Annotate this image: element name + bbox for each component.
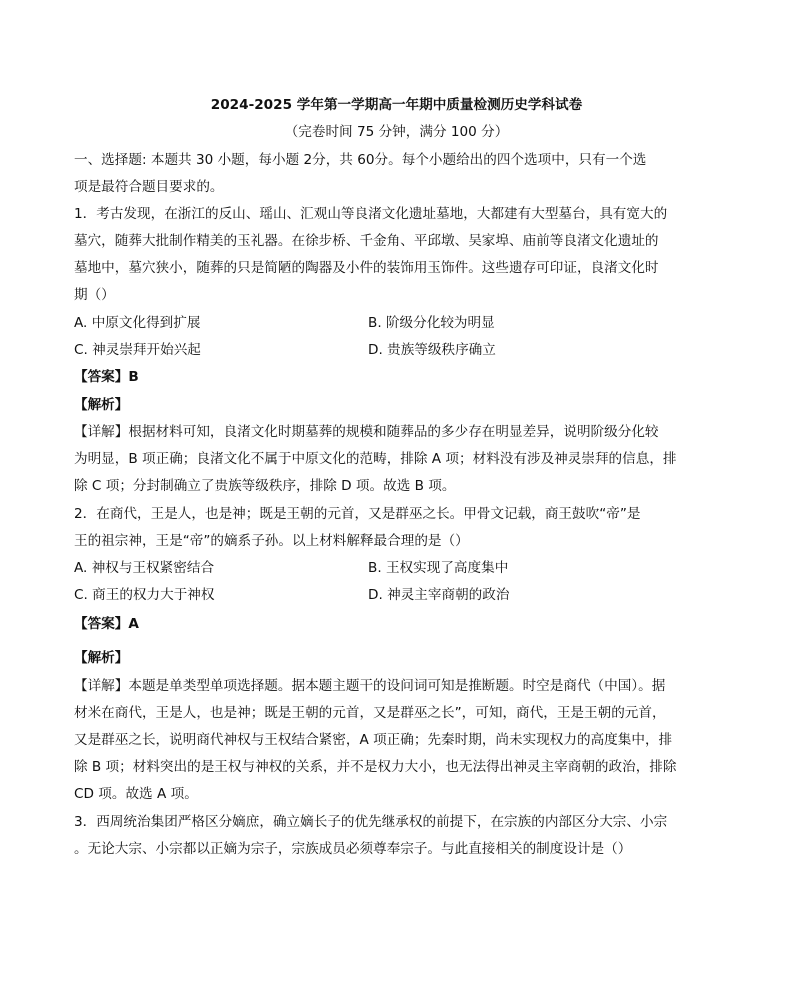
q2-answer: 【答案】A [74, 616, 139, 632]
q1-answer: 【答案】B [74, 369, 139, 385]
q1-detail-line-3: 除 C 项；分封制确立了贵族等级秩序，排除 D 项。故选 B 项。 [74, 478, 456, 494]
q3-stem-line-1: 3．西周统治集团严格区分嫡庶，确立嫡长子的优先继承权的前提下，在宗族的内部区分大宗、小宗 [74, 814, 668, 830]
exam-subtitle: （完卷时间 75 分钟，满分 100 分） [284, 124, 509, 140]
section-instructions-line-2: 项是最符合题目要求的。 [74, 179, 224, 195]
q2-detail-line-3: 又是群巫之长，说明商代神权与王权结合紧密，A 项正确；先秦时期，尚未实现权力的高度集中，排 [74, 732, 673, 748]
q2-detail-line-1: 【详解】本题是单类型单项选择题。据本题主题干的设问词可知是推断题。时空是商代（中国）。据 [74, 678, 666, 694]
q2-option-d: D. 神灵主宰商朝的政治 [368, 587, 510, 603]
exam-title: 2024-2025 学年第一学期高一年期中质量检测历史学科试卷 [210, 97, 583, 113]
section-instructions-line-1: 一、选择题: 本题共 30 小题，每小题 2分，共 60分。每个小题给出的四个选项中，只有一个选 [74, 152, 647, 168]
q2-stem-line-2: 王的祖宗神，王是“帝”的嫡系子孙。以上材料解释最合理的是（） [74, 533, 469, 549]
q1-stem-line-3: 墓地中，墓穴狭小，随葬的只是简陋的陶器及小件的装饰用玉饰件。这些遗存可印证，良渚文化时 [74, 260, 659, 276]
q2-option-c: C. 商王的权力大于神权 [74, 587, 215, 603]
q2-detail-line-2: 材米在商代，王是人，也是神；既是王朝的元首，又是群巫之长”，可知，商代，王是王朝的元首， [74, 705, 666, 721]
q1-option-a: A. 中原文化得到扩展 [74, 315, 201, 331]
q1-detail-line-1: 【详解】根据材料可知，良渚文化时期墓葬的规模和随葬品的多少存在明显差异，说明阶级分化较 [74, 424, 659, 440]
q1-stem-line-1: 1．考古发现，在浙江的反山、瑶山、汇观山等良渚文化遗址墓地，大都建有大型墓台，具有宽大的 [74, 206, 668, 222]
q2-option-a: A. 神权与王权紧密结合 [74, 560, 215, 576]
q1-option-c: C. 神灵崇拜开始兴起 [74, 342, 201, 358]
q2-detail-line-4: 除 B 项；材料突出的是王权与神权的关系，并不是权力大小，也无法得出神灵主宰商朝的政治，排除 [74, 759, 677, 775]
q2-option-b: B. 王权实现了高度集中 [368, 560, 509, 576]
q3-stem-line-2: 。无论大宗、小宗都以正嫡为宗子，宗族成员必须尊奉宗子。与此直接相关的制度设计是（） [74, 841, 632, 857]
q2-stem-line-1: 2．在商代，王是人，也是神；既是王朝的元首，又是群巫之长。甲骨文记载，商王鼓吹“帝”是 [74, 506, 641, 522]
q1-option-d: D. 贵族等级秩序确立 [368, 342, 496, 358]
q1-stem-line-4: 期（） [74, 287, 115, 303]
q1-option-b: B. 阶级分化较为明显 [368, 315, 495, 331]
q1-analysis-label: 【解析】 [74, 397, 129, 413]
q1-stem-line-2: 墓穴，随葬大批制作精美的玉礼器。在徐步桥、千金角、平邱墩、吴家埠、庙前等良渚文化遗址的 [74, 233, 659, 249]
q2-detail-line-5: CD 项。故选 A 项。 [74, 786, 198, 802]
q1-detail-line-2: 为明显，B 项正确；良渚文化不属于中原文化的范畴，排除 A 项；材料没有涉及神灵崇拜的信息，排 [74, 451, 677, 467]
q2-analysis-label: 【解析】 [74, 650, 129, 666]
